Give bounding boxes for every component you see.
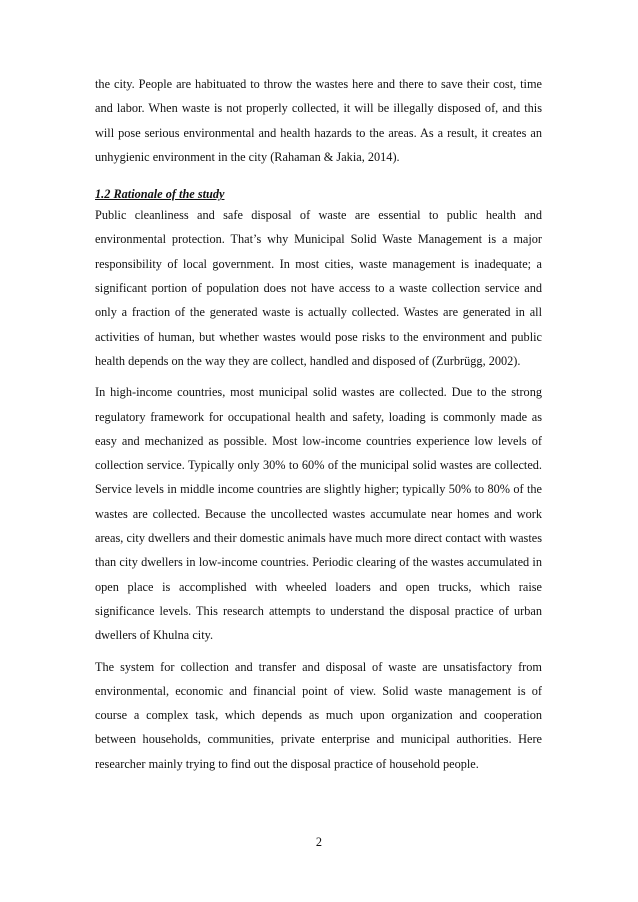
paragraph-rationale: Public cleanliness and safe disposal of waste are essential to public health and environmental protection. That’s why Municipal Solid Waste Management is a major responsibility of local government. In most cities, waste management is inadequate; a significant portion of population does not have access to a waste collection service and only a fraction of the generated waste is actually collected. Wastes are generated in all activities of human, but whether wastes would pose risks to the environment and public health depends on the way they are collect, handled and disposed of (Zurbrügg, 2002). (95, 208, 542, 368)
paragraph-system: The system for collection and transfer and disposal of waste are unsatisfactory from environmental, economic and financial point of view. Solid waste management is of course a complex task, which depends as much upon organization and cooperation between households, communities, private enterprise and municipal authorities. Here researcher mainly trying to find out the disposal practice of household people. (95, 659, 542, 771)
section-heading: 1.2 Rationale of the study (95, 187, 225, 202)
document-page (95, 58, 542, 776)
paragraph-income-countries: In high-income countries, most municipal solid wastes are collected. Due to the strong regulatory framework for occupational health and safety, loading is commonly made as easy and mechanized as possible. Most low-income countries experience low levels of collection service. Typically only 30% to 60% of the municipal solid wastes are collected. Service levels in middle income countries are slightly higher; typically 50% to 80% of the wastes are collected. Because the uncollected wastes accumulate near homes and work areas, city dwellers and their domestic animals have much more direct contact with wastes than city dwellers in low-income countries. Periodic clearing of the wastes accumulated in open place is accomplished with wheeled loaders and open trucks, which raise significance levels. This research attempts to understand the disposal practice of urban dwellers of Khulna city. (95, 385, 542, 643)
page-number: 2 (315, 835, 323, 849)
intro-paragraph: the city. People are habituated to throw the wastes here and there to save their cost, time and labor. When waste is not properly collected, it will be illegally disposed of, and this will pose serious environmental and health hazards to the areas. As a result, it creates an unhygienic environment in the city (Rahaman & Jakia, 2014). (95, 77, 542, 164)
